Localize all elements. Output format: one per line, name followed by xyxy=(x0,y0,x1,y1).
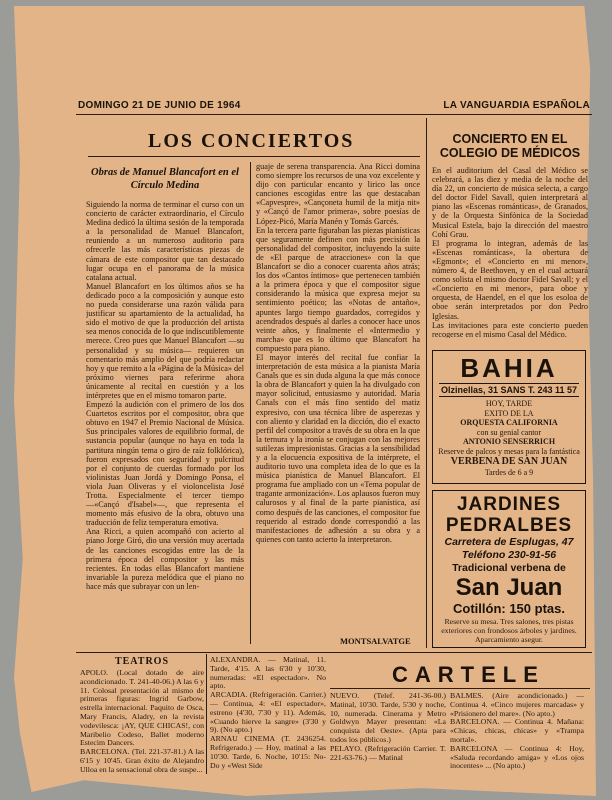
teatros-text: APOLO. (Local dotado de aire acondicionado. T. 241-40-06.) A las 6 y 11. Colosal presentación al mismo de primeras figuras: Ingrid Garbow, estrella internacional. Paquito de Osca, Mary Francis, Aladry, en la revista vodevilesca: ¡AY, QUE CHICAS!, con Maribelio Codeso, Ballet moderno Estecim Dancers. BARCELONA. (Tel. 221-37-81.) A las 6'15 y 10'45. Gran éxito de Alejandro Ulloa en la sensacional obra de suspe... xyxy=(80,668,204,774)
jardines-san-juan: San Juan xyxy=(455,574,563,601)
jardines-cotillon: Cotillón: 150 ptas. xyxy=(453,601,565,616)
bahia-ad xyxy=(432,350,586,484)
bahia-line-1: HOY, TARDE xyxy=(485,399,533,408)
article-column-2 xyxy=(256,162,420,632)
article-text-col2: guaje de serena transparencia. Ana Ricci domina como siempre los recursos de una voz excelente y dijo con particular encanto y lirico las once canciones escogidas entre las que destacaban «Capvespre», «Cançoneta humil de la mitja nit» y «Cançó de l'amor primera», sobre poesías de López-Picó, María Manén y Tomás Garcés. En la tercera parte figuraban las piezas pianísticas que seguramente definen con más precisión la personalidad del compositor, incluyendo la suite de «El parque de atracciones» con la que Blancafort se dio a conocer cuarenta años atrás; los dos «Cantos íntimos» que pertenecen también a la primera época y que el compositor sigue considerando la música que expresa mejor su sentimiento poético; las «Notas de antaño», apuntes largo tiempo guardados, corregidos y acendrados después al darles a conocer hace unos veinte años, y finalmente el «Intermedio y marcha» que es lo último que Blancafort ha compuesto para piano. El mayor interés del recital fue confiar la interpretación de esta música a la pianista María Canals que es sin duda alguna la que más conoce la obra de Blancafort y quien la ha divulgado con mayor solicitud, entusiasmo y autoridad. María Canals con el más fino sentido del matiz expresivo, con una técnica libre de asperezas y con aliento y claridad en la dicción, dio el exacto perfil del compositor a través de su obra en la que la ternura y la ironía se conjugan con las mejores sutilezas impresionistas. Gracias a la sensibilidad y a la elocuencia expositiva de la intérprete, el auditorio tuvo una completa idea de lo que es la música pianística de Manuel Blancafort. El programa fue ampliado con un «Tema popular de tragante armonización». Los aplausos fueron muy calurosos y al final de la parte pianística, así como después de las canciones, el compositor fue requerido al estrado donde correspondió a las manifestaciones de adhesión a su obra y a quienes con tanto acierto la interpretaron. xyxy=(256,162,420,544)
jardines-address: Carretera de Esplugas, 47 xyxy=(444,536,574,548)
cartelera-column-c xyxy=(450,692,584,772)
cartelera-title-rule xyxy=(330,688,590,689)
cartelera-text-c: BALMES. (Aire acondicionado.) — Continua 4. «Cinco mujeres marcadas» y «Prisionero del mare». (No apto.) BARCELONA. — Continua 4. Mañana: «Chicas, chicas, chicas» y «Trampa mortal». BARCELONA — Continua 4: Hoy, «Saluda recordando amiga» y «Los ojos inocentes» ... (No apto.) xyxy=(450,692,584,771)
bahia-line-4: con su genial cantor xyxy=(476,427,542,437)
bahia-line-5: ANTONIO SENSERRICH xyxy=(462,437,556,446)
jardines-phone: Teléfono 230-91-56 xyxy=(461,549,557,561)
bahia-line-7: VERBENA DE SAN JUAN xyxy=(450,456,568,467)
jardines-name-1: JARDINES xyxy=(456,494,562,515)
medicos-text: En el auditorium del Casal del Médico se celebrará, a las diez y media de la noche del día 22, un concierto de música selecta, a cargo del doctor Fidel Savall, quien interpretará al piano las «Escenas románticas», de Granados, y de la Orquesta Sinfónica de la Sociedad Musical Estela, bajo la dirección del maestro Cohí Grau. El programa lo integran, además de las «Escenas románticas», la obertura de «Egmont»; el «Concierto en mi menor», número 4, de Beethoven, y en el cual actuará como solista el mismo doctor Fidel Savall; y el «Concierto en mi menor», para oboe y orquesta, de Haendel, en el que los esoloa de oboe serán interpretados por don Pedro Iglesias. Las invitaciones para este concierto pueden recogerse en el mismo Casal del Médico. xyxy=(432,166,588,338)
teatros-column xyxy=(80,656,204,778)
jardines-footer: Reserve su mesa. Tres salones, tres pistas exteriores con frondosos árboles y jardines. Aparcamiento asegur. xyxy=(441,617,577,644)
bahia-address: Olzinellas, 31 SANS T. 243 11 57 xyxy=(440,385,578,395)
jardines-ad xyxy=(432,490,586,648)
article-subtitle: Obras de Manuel Blancafort en el Círculo Medina xyxy=(91,167,239,191)
cartelera-column-b xyxy=(330,692,446,768)
jardines-name-2: PEDRALBES xyxy=(445,515,573,536)
article-signature: MONTSALVATGE xyxy=(340,636,411,646)
jardines-tagline: Tradicional verbena de xyxy=(452,562,566,574)
teatros-title: TEATROS xyxy=(114,656,170,667)
article-text-col1: Siguiendo la norma de terminar el curso con un concierto de carácter extraordinario, el Círculo Medina dedicó la última sesión de la temporada a la personalidad de Manuel Blancafort, reuniendo a un numeroso auditorio para ofrecerle las más características piezas de cámara de este compositor que tan destacado lugar ocupa en el panorama de la música catalana actual. Manuel Blancafort en los últimos años se ha dedicado poco a la composición y aunque esto no pueda considerarse una razón válida para justificar su apartamiento de la actualidad, ha sido el motivo de que la producción del artista sea menos conocida de lo que indiscutiblemente merece. Creo pues que Manuel Blancafort —su personalidad y su música— requieren un comentario más amplio del que podría redactar hoy y que remito a la «Página de la Música» del próximo viernes para referirme ahora únicamente al recital en cuestión y a los intérpretes que en el mismo tomaron parte. Empezó la audición con el primero de los dos Cuartetos escritos por el compositor, obra que obtuvo en 1947 el Premio Nacional de Música. Sus principales valores de equilibrio formal, de sustancia popular (aunque no haya en toda la partitura ningún tema o giro de raíz folklórica), fueron expresados con seguridad y pulcritud por el conjunto de cuerdas formado por los violinistas Juan Jordá y Domingo Ponsa, el viola Juan Oliveras y el violoncelista José Trotta. Especialmente el tercer tiempo —«Cançó d'Isabel»—, que representa el momento más efusivo de la obra, obtuvo una traducción de feliz temperatura emotiva. Ana Ricci, a quien acompañó con acierto al piano Jorge Giró, dio una versión muy acertada de las canciones escogidas entre las de la primera época del compositor y las más recientes. En todas ellas Blancafort mantiene invariable la pureza melódica que el piano no hace más que subrayar con un len- xyxy=(86,200,244,591)
bahia-line-3: ORQUESTA CALIFORNIA xyxy=(460,418,558,427)
page-header xyxy=(78,100,590,111)
section-rule xyxy=(88,156,420,157)
cartelera-rule xyxy=(76,652,592,653)
cartelera-title: CARTELE xyxy=(392,662,545,687)
header-newspaper: LA VANGUARDIA ESPAÑOLA xyxy=(443,100,590,111)
bahia-line-8: Tardes de 6 a 9 xyxy=(484,468,534,477)
section-title: LOS CONCIERTOS xyxy=(148,130,355,152)
column-divider xyxy=(250,162,251,644)
header-rule xyxy=(76,114,592,115)
medicos-title: CONCIERTO EN EL COLEGIO DE MÉDICOS xyxy=(439,132,581,160)
article-column-1 xyxy=(86,160,244,645)
cartelera-text-a: ALEXANDRA. — Matinal, 11. Tarde, 4'15. A las 6'30 y 10'30, numeradas: «El espectador». No apto. ARCADIA. (Refrigeración. Carrier.) — Continua, 4: «El espectador», estreno (4'30, 7'30 y 11). Además, «Cuando hierve la sangre» (3'30 y 9). (No apto.) ARNAU CINEMA (T. 2436254. Refrigerado.) — Hoy, matinal a las 10'30. Tarde, 6. Noche, 10'15: No-Do y «West Side xyxy=(210,656,326,770)
column-divider xyxy=(426,118,427,648)
cartelera-column-a xyxy=(210,656,326,772)
cartelera-text-b: NUEVO. (Telef. 241-36-00.) Matinal, 10'30. Tarde, 5'30 y noche, 10, numerada. Cinerama y Metro Goldwyn Mayer presentan: «La conquista del Oeste». (Apta para todos los públicos.) PELAYO. (Refrigeración Carrier. T. 221-63-76.) — Matinal xyxy=(330,692,446,762)
column-divider xyxy=(206,654,207,774)
bahia-name: BAHIA xyxy=(460,353,558,383)
bahia-line-2: EXITO DE LA xyxy=(484,408,534,418)
header-date: DOMINGO 21 DE JUNIO DE 1964 xyxy=(78,100,241,111)
medicos-article xyxy=(432,128,588,338)
bahia-line-6: Reserve de palcos y mesas para la fantástica xyxy=(438,446,580,456)
